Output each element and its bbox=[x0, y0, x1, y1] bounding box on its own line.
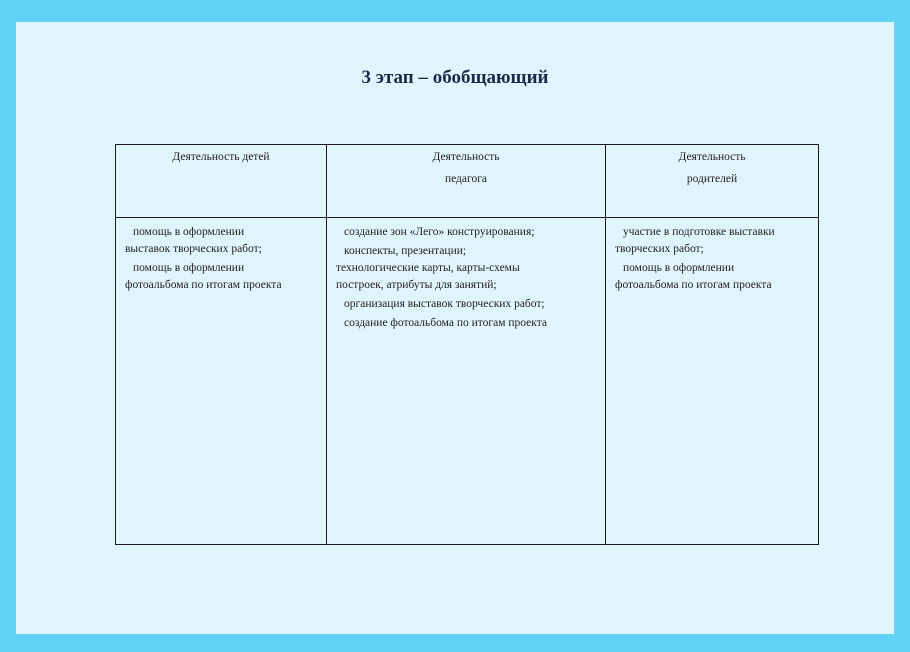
item-line: конспекты, презентации; bbox=[344, 245, 467, 257]
header-teacher-activity bbox=[327, 145, 606, 218]
header-line: Деятельность bbox=[678, 151, 746, 163]
item-line: помощь в оформлении bbox=[623, 262, 735, 274]
activities-table bbox=[115, 144, 819, 545]
item-line: создание фотоальбома по итогам проекта bbox=[344, 317, 547, 329]
item-line: помощь в оформлении bbox=[133, 226, 245, 238]
list-item bbox=[125, 224, 320, 258]
item-line: помощь в оформлении bbox=[133, 262, 245, 274]
list-item bbox=[125, 260, 320, 294]
header-line: Деятельность детей bbox=[172, 151, 270, 163]
list-item bbox=[336, 296, 599, 313]
list-item bbox=[336, 315, 599, 332]
page-title: 3 этап – обобщающий bbox=[361, 67, 549, 88]
item-line: технологические карты, карты-схемы bbox=[336, 262, 520, 274]
slide bbox=[16, 22, 894, 634]
list-item bbox=[336, 224, 599, 241]
item-line: выставок творческих работ; bbox=[125, 243, 262, 255]
item-line: участие в подготовке выставки bbox=[623, 226, 775, 238]
table-header-row bbox=[116, 145, 819, 218]
header-line: педагога bbox=[444, 173, 488, 185]
list-item bbox=[615, 260, 812, 294]
parents-activity-cell bbox=[606, 218, 819, 545]
item-line: фотоальбома по итогам проекта bbox=[125, 279, 282, 291]
list-item bbox=[615, 224, 812, 258]
item-line: фотоальбома по итогам проекта bbox=[615, 279, 772, 291]
header-parents-activity bbox=[606, 145, 819, 218]
item-line: создание зон «Лего» конструирования; bbox=[344, 226, 535, 238]
header-line: родителей bbox=[686, 173, 738, 185]
children-activity-cell bbox=[116, 218, 327, 545]
item-line: построек, атрибуты для занятий; bbox=[336, 279, 497, 291]
teacher-activity-cell bbox=[327, 218, 606, 545]
table-body-row bbox=[116, 218, 819, 545]
header-line: Деятельность bbox=[432, 151, 500, 163]
item-line: организация выставок творческих работ; bbox=[344, 298, 545, 310]
item-line: творческих работ; bbox=[615, 243, 704, 255]
list-item bbox=[336, 243, 599, 294]
header-children-activity bbox=[116, 145, 327, 218]
